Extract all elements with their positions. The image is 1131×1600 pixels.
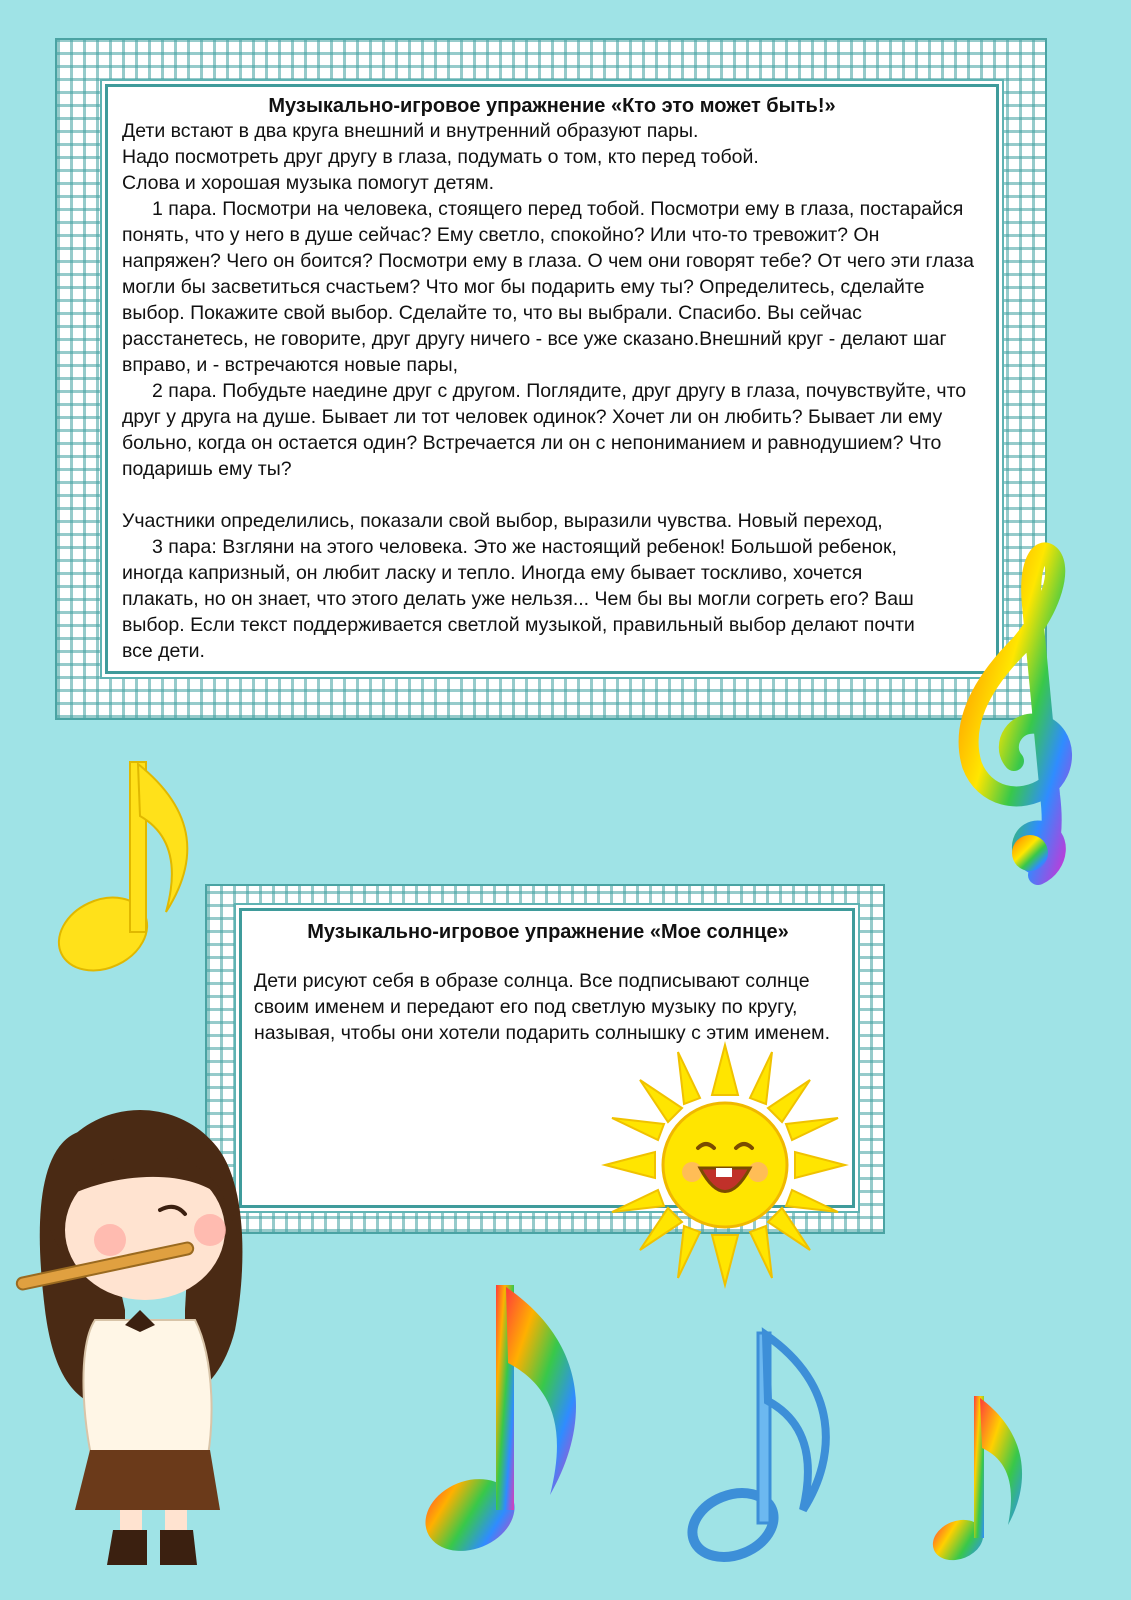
treble-clef-icon bbox=[950, 535, 1090, 895]
sun-icon bbox=[600, 1040, 850, 1290]
exercise2-text: Дети рисуют себя в образе солнца. Все подписывают солнце своим именем и передают его под светлую музыку по кругу, называя, чтобы они хотели подарить солнышку с этим именем. bbox=[254, 970, 830, 1044]
exercise1-frame bbox=[55, 38, 1047, 720]
exercise1-line-1: Дети встают в два круга внешний и внутренний образуют пары. bbox=[122, 120, 699, 142]
exercise1-pair-3: 3 пара: Взгляни на этого человека. Это же настоящий ребенок! Большой ребенок, иногда капризный, он любит ласку и тепло. Иногда ему бывает тоскливо, хочется плакать, но он знает, что этого делать уже нельзя... Чем бы вы могли согреть его? Ваш выбор. Если текст поддерживается светлой музыкой, правильный выбор делают почти все дети. bbox=[122, 536, 915, 662]
exercise1-title: Музыкально-игровое упражнение «Кто это может быть!» bbox=[268, 95, 836, 117]
exercise1-pair-2: 2 пара. Побудьте наедине друг с другом. Поглядите, друг другу в глаза, почувствуйте, что друг у друга на душе. Бывает ли тот человек одинок? Хочет ли он любить? Бывает ли ему больно, когда он остается один? Встречается ли он с непониманием и равнодушием? Что подаришь ему ты? bbox=[122, 380, 967, 480]
small-note-icon bbox=[930, 1390, 1030, 1570]
rainbow-note-icon bbox=[420, 1275, 590, 1565]
exercise1-panel bbox=[105, 84, 999, 674]
yellow-note-icon bbox=[48, 752, 198, 982]
exercise1-line-3: Слова и хорошая музыка помогут детям. bbox=[122, 172, 495, 194]
exercise1-line-2: Надо посмотреть друг другу в глаза, подумать о том, кто перед тобой. bbox=[122, 146, 759, 168]
girl-flute-icon bbox=[15, 1110, 265, 1570]
blue-note-icon bbox=[688, 1325, 838, 1565]
exercise1-transition: Участники определились, показали свой выбор, выразили чувства. Новый переход, bbox=[122, 510, 883, 532]
exercise2-title: Музыкально-игровое упражнение «Мое солнце» bbox=[307, 921, 789, 943]
spacer bbox=[122, 482, 982, 508]
exercise1-pair-1: 1 пара. Посмотри на человека, стоящего перед тобой. Посмотри ему в глаза, постарайся понять, что у него в душе сейчас? Ему светло, спокойно? Или что-то тревожит? Он напряжен? Чего он боится? Посмотри ему в глаза. О чем они говорят тебе? От чего эти глаза могли бы засветиться счастьем? Что мог бы подарить ему ты? Определитесь, сделайте выбор. Покажите свой выбор. Сделайте то, что вы выбрали. Спасибо. Вы сейчас расстанетесь, не говорите, друг другу ничего - все уже сказано.Внешний круг - делают шаг вправо, и - встречаются новые пары, bbox=[122, 198, 975, 376]
